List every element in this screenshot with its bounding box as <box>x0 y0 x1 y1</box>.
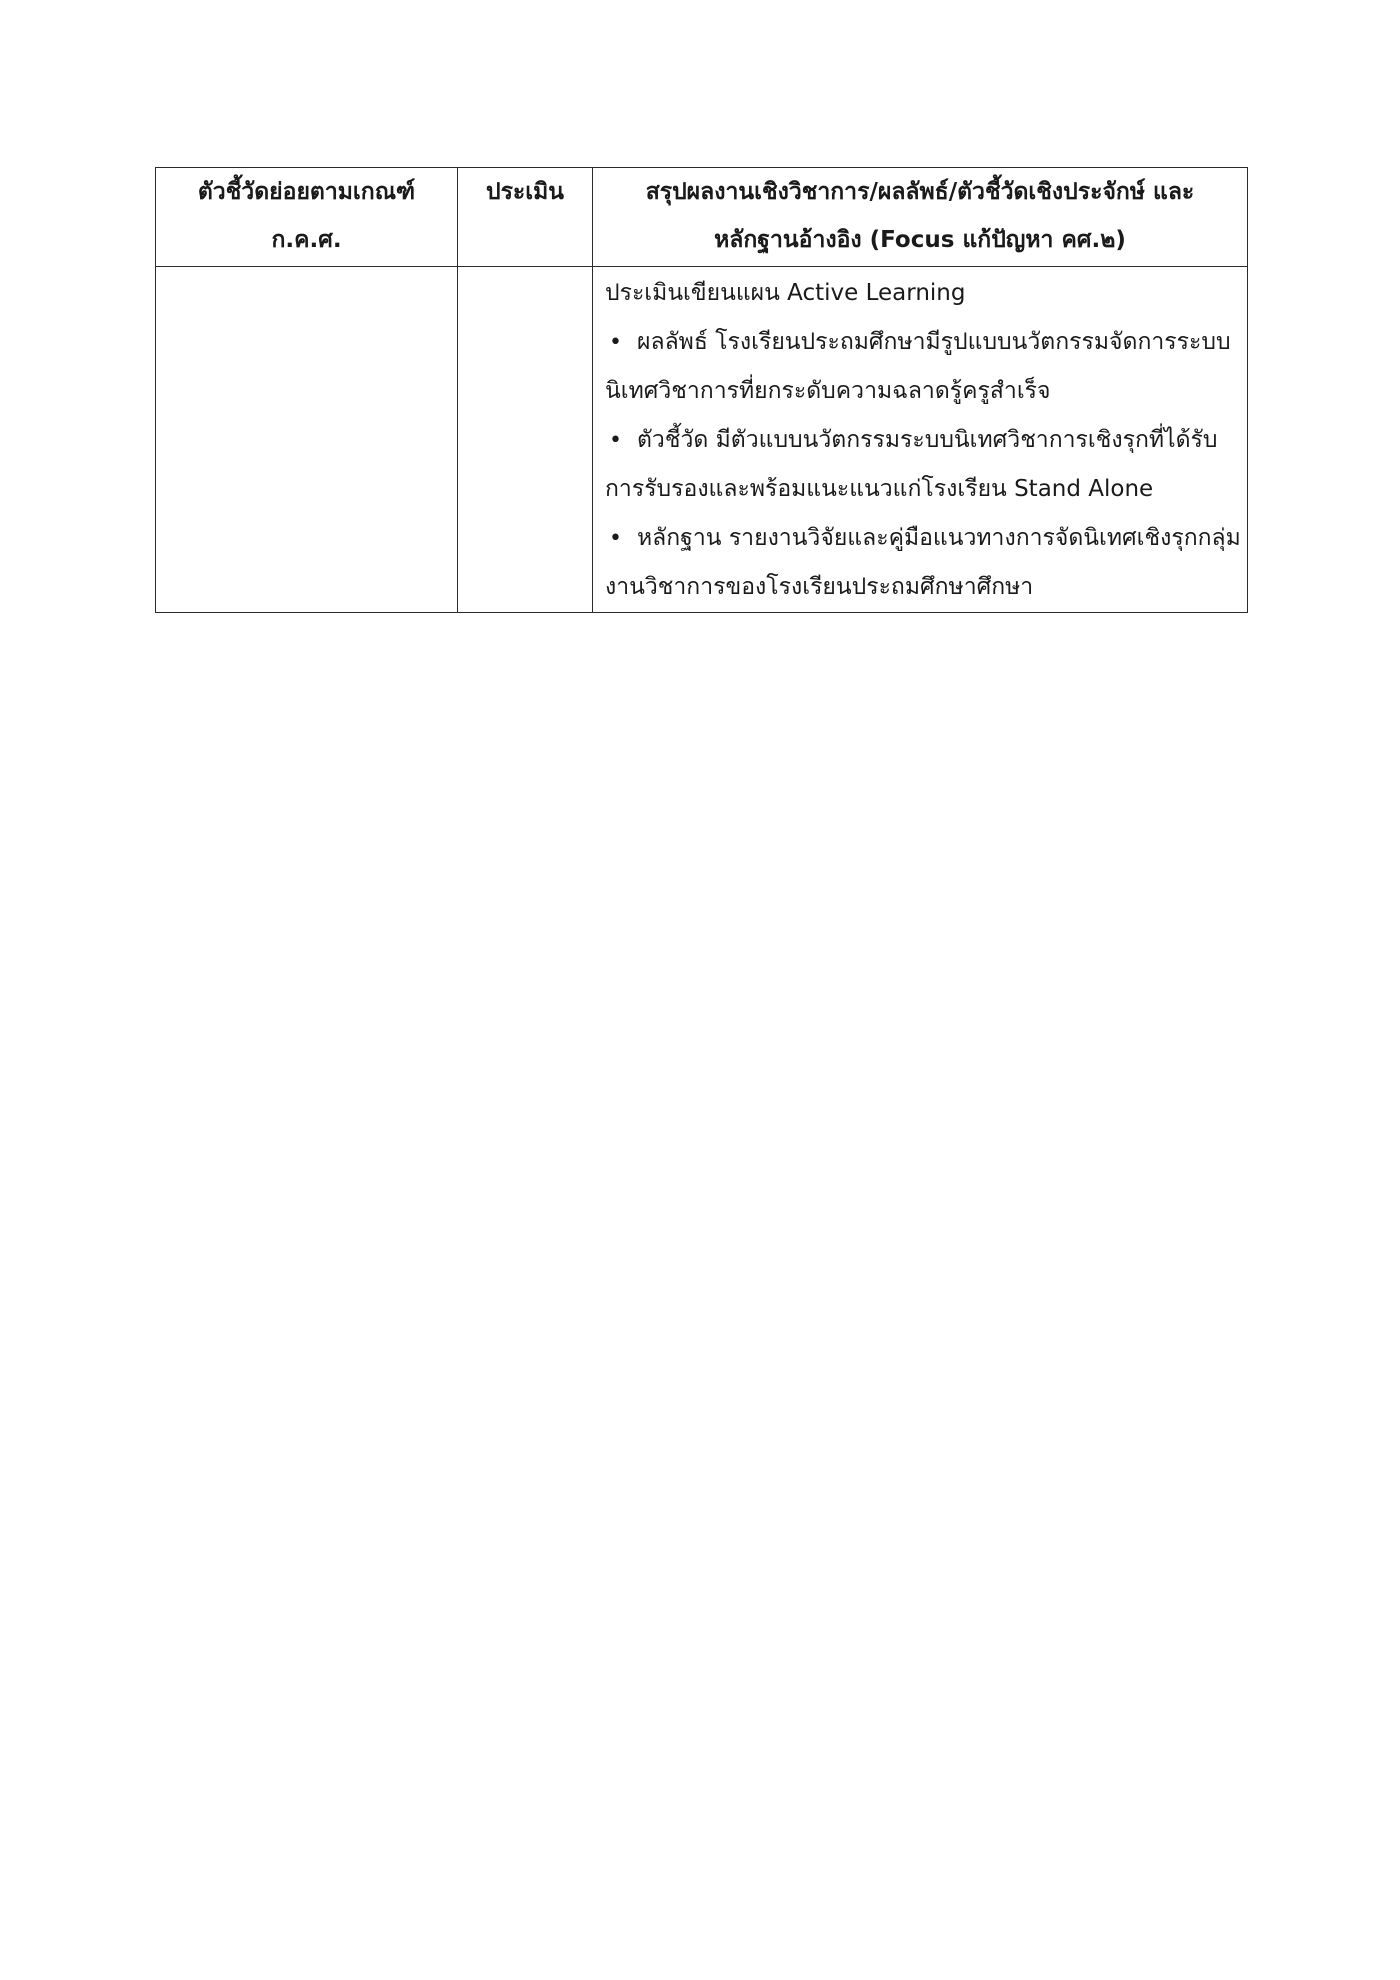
criteria-table <box>155 167 1248 613</box>
header-summary <box>593 168 1248 267</box>
indicator-cell <box>156 267 458 613</box>
evaluation-cell <box>458 267 593 613</box>
header-indicator-line2: ก.ค.ศ. <box>271 227 342 253</box>
table-row <box>156 267 1248 613</box>
header-summary-line2: หลักฐานอ้างอิง (Focus แก้ปัญหา คศ.๒) <box>714 227 1126 253</box>
bullet-icon: • <box>609 330 622 355</box>
indicator-text-line2: การรับรองและพร้อมแนะแนวแก่โรงเรียน Stand Alone <box>605 476 1154 502</box>
evidence-text-line2: งานวิชาการของโรงเรียนประถมศึกษาศึกษา <box>605 574 1034 600</box>
summary-content <box>593 267 1247 612</box>
bullet-icon: • <box>609 526 622 551</box>
table-header-row <box>156 168 1248 267</box>
list-item-outcome <box>605 318 1237 367</box>
outcome-text-line2: นิเทศวิชาการที่ยกระดับความฉลาดรู้ครูสำเร็จ <box>605 378 1051 404</box>
bullet-icon: • <box>609 428 622 453</box>
summary-intro: ประเมินเขียนแผน Active Learning <box>605 280 966 306</box>
header-indicator <box>156 168 458 267</box>
summary-cell <box>593 267 1248 613</box>
evidence-text-line1: หลักฐาน รายงานวิจัยและคู่มือแนวทางการจัดนิเทศเชิงรุกกลุ่ม <box>637 525 1241 551</box>
header-evaluation-line1: ประเมิน <box>485 179 565 205</box>
header-evaluation <box>458 168 593 267</box>
outcome-text-line1: ผลลัพธ์ โรงเรียนประถมศึกษามีรูปแบบนวัตกรรมจัดการระบบ <box>637 329 1231 355</box>
indicator-text-line1: ตัวชี้วัด มีตัวแบบนวัตกรรมระบบนิเทศวิชาการเชิงรุกที่ได้รับ <box>637 427 1218 453</box>
header-indicator-line1: ตัวชี้วัดย่อยตามเกณฑ์ <box>197 179 416 205</box>
header-summary-line1: สรุปผลงานเชิงวิชาการ/ผลลัพธ์/ตัวชี้วัดเชิงประจักษ์ และ <box>645 179 1195 205</box>
list-item-indicator <box>605 416 1237 465</box>
list-item-evidence <box>605 514 1241 563</box>
